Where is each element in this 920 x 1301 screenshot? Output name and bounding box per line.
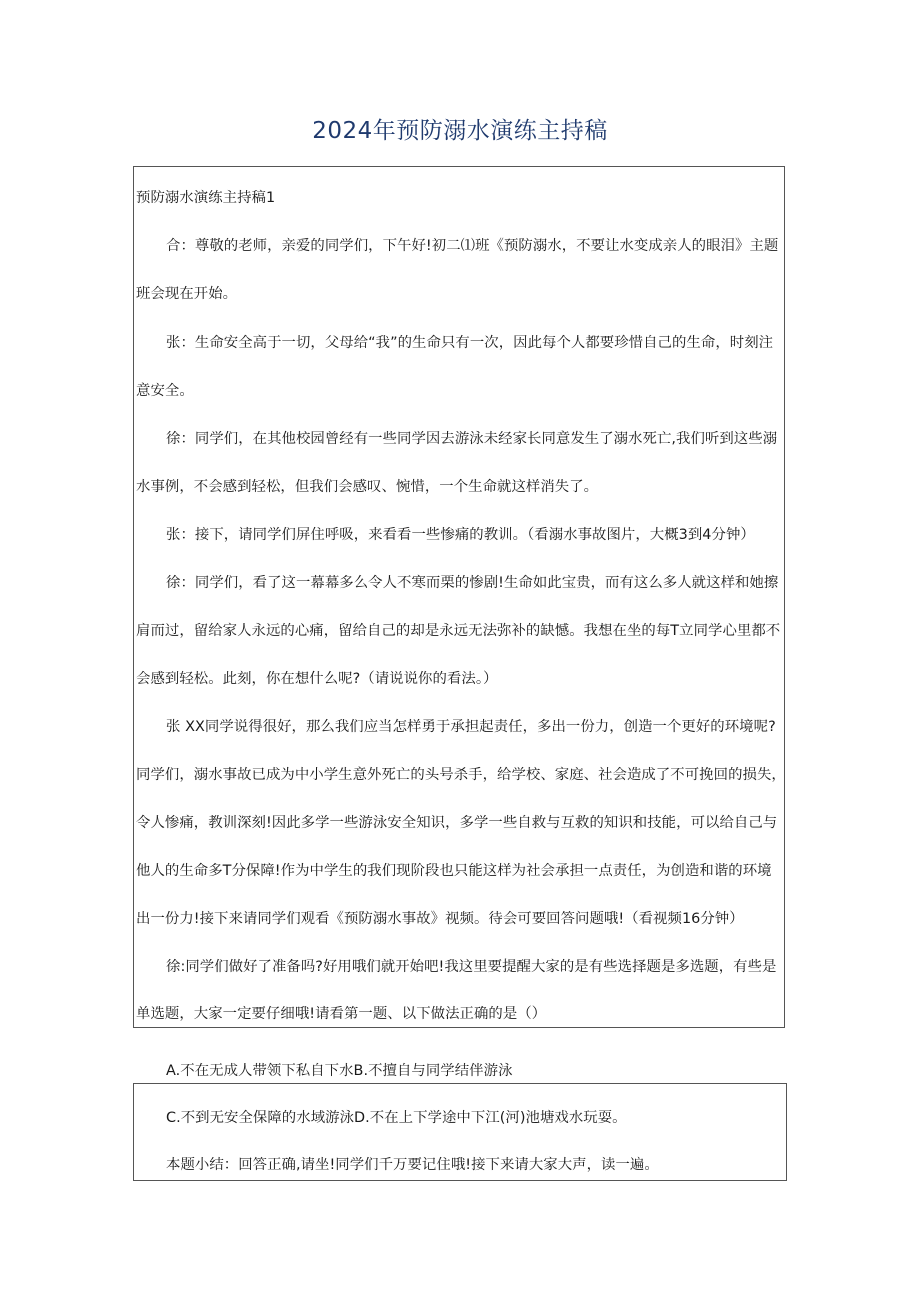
text-line: 徐:同学们做好了准备吗?好用哦们就开始吧!我这里要提醒大家的是有些选择题是多选题，有些是 — [166, 959, 777, 975]
text-line: 班会现在开始。 — [136, 286, 238, 302]
text-line: 同学们，溺水事故已成为中小学生意外死亡的头号杀手，给学校、家庭、社会造成了不可挽回的损失， — [136, 767, 786, 783]
text-line: 张：生命安全高于一切，父母给“我”的生命只有一次，因此每个人都要珍惜自己的生命，时刻注 — [166, 335, 774, 351]
text-line: 肩而过，留给家人永远的心痛，留给自己的却是永远无法弥补的缺憾。我想在坐的每T立同学心里都不 — [136, 623, 781, 639]
text-line: 合：尊敬的老师，亲爱的同学们，下午好!初二⑴班《预防溺水，不要让水变成亲人的眼泪》主题 — [166, 238, 779, 254]
text-line: 他人的生命多T分保障!作为中学生的我们现阶段也只能这样为社会承担一点责任，为创造和谐的环境 — [136, 863, 772, 879]
text-line: 徐：同学们，看了这一幕幕多么令人不寒而栗的惨剧!生命如此宝贵，而有这么多人就这样和她擦 — [166, 575, 779, 591]
text-line: 徐：同学们，在其他校园曾经有一些同学因去游泳未经家长同意发生了溺水死亡,我们听到这些溺 — [166, 431, 778, 447]
text-line: 水事例，不会感到轻松，但我们会感叹、惋惜，一个生命就这样消失了。 — [136, 479, 599, 495]
text-line: 意安全。 — [136, 383, 194, 399]
text-line: 出一份力!接下来请同学们观看《预防溺水事故》视频。待会可要回答问题哦!（看视频16分钟） — [136, 911, 744, 927]
section-heading: 预防溺水演练主持稿1 — [136, 190, 276, 206]
text-line: 张 XX同学说得很好，那么我们应当怎样勇于承担起责任，多出一份力，创造一个更好的环境呢? — [166, 719, 776, 735]
text-line: 会感到轻松。此刻，你在想什么呢?（请说说你的看法。） — [136, 671, 498, 687]
option-line: C.不到无安全保障的水域游泳D.不在上下学途中下江(河)池塘戏水玩耍。 — [166, 1110, 627, 1126]
document-title: 2024年预防溺水演练主持稿 — [312, 118, 608, 144]
text-line: 单选题，大家一定要仔细哦!请看第一题、以下做法正确的是（） — [136, 1006, 547, 1022]
text-line: 张：接下，请同学们屏住呼吸，来看看一些惨痛的教训。（看溺水事故图片，大概3到4分钟） — [166, 527, 755, 543]
summary-line: 本题小结：回答正确,请坐!同学们千万要记住哦!接下来请大家大声，读一遍。 — [166, 1157, 659, 1173]
option-line: A.不在无成人带领下私自下水B.不擅自与同学结伴游泳 — [166, 1063, 513, 1079]
text-line: 令人惨痛，教训深刻!因此多学一些游泳安全知识，多学一些自救与互救的知识和技能，可以给自己与 — [136, 815, 778, 831]
